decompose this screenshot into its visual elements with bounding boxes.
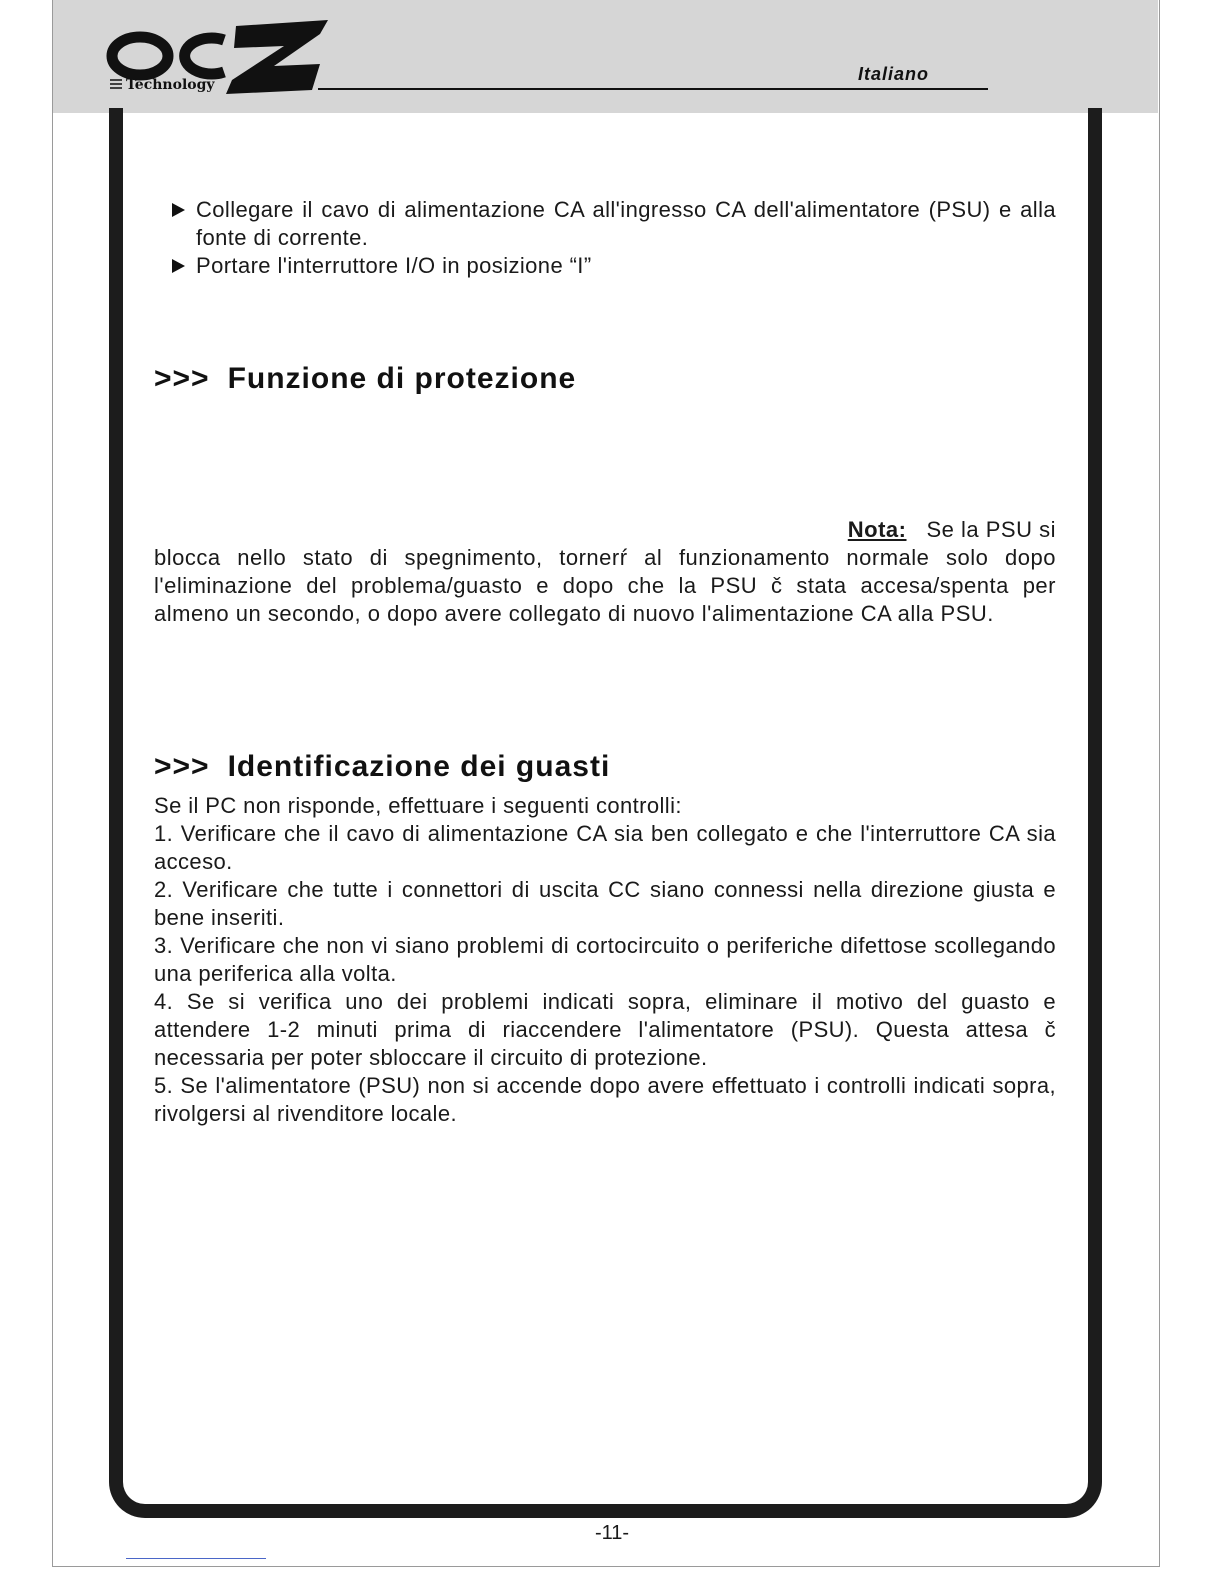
protection-heading: >>> Funzione di protezione bbox=[154, 362, 577, 395]
bullet-item: Portare l'interruttore I/O in posizione “I” bbox=[154, 252, 1056, 280]
note-label: Nota: bbox=[847, 517, 907, 542]
list-item: 2. Verificare che tutte i connettori di uscita CC siano connessi nella direzione giusta e bene inseriti. bbox=[154, 877, 1056, 930]
protection-note bbox=[154, 516, 1056, 628]
troubleshooting-heading: >>> Identificazione dei guasti bbox=[154, 750, 611, 783]
triangle-bullet-icon bbox=[172, 259, 185, 273]
troubleshooting-intro: Se il PC non risponde, effettuare i seguenti controlli: bbox=[154, 793, 682, 818]
list-item: 3. Verificare che non vi siano problemi di cortocircuito o periferiche difettose scollegando una periferica alla volta. bbox=[154, 933, 1056, 986]
ocz-logo bbox=[106, 18, 334, 96]
footer-link-line[interactable] bbox=[126, 1558, 266, 1559]
language-label: Italiano bbox=[858, 64, 930, 84]
note-lead-line: Nota: Se la PSU si bbox=[847, 517, 1056, 542]
svg-text:Technology: Technology bbox=[126, 77, 215, 93]
list-item: 1. Verificare che il cavo di alimentazione CA sia ben collegato e che l'interruttore CA sia acceso. bbox=[154, 821, 1056, 874]
troubleshooting-list bbox=[154, 792, 1056, 1128]
header-rule bbox=[318, 88, 988, 90]
note-text: blocca nello stato di spegnimento, tornerŕ al funzionamento normale solo dopo l'eliminazione del problema/guasto e dopo che la PSU č stata accesa/spenta per almeno un secondo, o dopo avere collegato di nuovo l'alimentazione CA alla PSU. bbox=[154, 545, 1056, 626]
page-number: -11- bbox=[594, 1522, 630, 1544]
triangle-bullet-icon bbox=[172, 203, 185, 217]
list-item: 4. Se si verifica uno dei problemi indicati sopra, eliminare il motivo del guasto e attendere 1-2 minuti prima di riaccendere l'alimentatore (PSU). Questa attesa č necessaria per poter sbloccare il circuito di protezione. bbox=[154, 989, 1056, 1070]
bullet-item: Collegare il cavo di alimentazione CA all'ingresso CA dell'alimentatore (PSU) e alla fonte di corrente. bbox=[154, 196, 1056, 252]
connection-steps bbox=[154, 196, 1056, 280]
list-item: 5. Se l'alimentatore (PSU) non si accende dopo avere effettuato i controlli indicati sopra, rivolgersi al rivenditore locale. bbox=[154, 1073, 1056, 1126]
